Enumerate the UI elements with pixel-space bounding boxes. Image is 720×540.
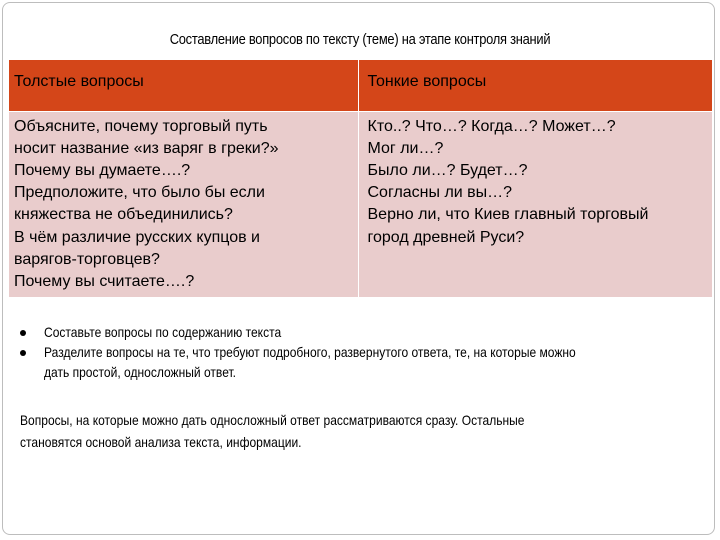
table-row [9,111,712,297]
thin-questions-cell [358,111,712,297]
thick-question-line: Объясните, почему торговый путь [14,117,268,135]
thick-question-line: носит название «из варяг в греки?» [14,139,279,157]
thick-question-line: княжества не объединились? [14,206,233,224]
list-item [20,322,710,342]
thin-question-line: Было ли…? Будет…? [367,161,528,179]
paragraph-line: Вопросы, на которые можно дать односложный ответ рассматриваются сразу. Остальные [20,412,525,428]
instruction-list [20,322,710,382]
thick-questions-cell [9,111,358,297]
thin-question-line: город древней Руси? [367,228,525,246]
instruction-text: Составьте вопросы по содержанию текста [44,324,282,340]
thick-question-line: Почему вы думаете….? [14,161,191,179]
page-title: Составление вопросов по тексту (теме) на этапе контроля знаний [169,31,551,48]
table-header-row [9,60,712,111]
thick-question-line: Предположите, что было бы если [14,184,265,202]
header-thick-questions: Толстые вопросы [9,60,358,111]
thin-question-line: Верно ли, что Киев главный торговый [367,206,649,224]
questions-table [9,60,712,297]
instruction-text: дать простой, односложный ответ. [44,364,237,380]
summary-paragraph [20,409,710,453]
thin-question-line: Кто..? Что…? Когда…? Может…? [367,117,616,135]
thick-question-line: В чём различие русских купцов и [14,228,260,246]
instruction-text: Разделите вопросы на те, что требуют подробного, развернутого ответа, те, на которые можно [44,344,576,360]
bullet-icon [20,330,26,336]
thin-question-line: Согласны ли вы…? [367,184,513,202]
list-item [20,342,710,382]
thick-question-line: Почему вы считаете….? [14,272,195,290]
bullet-icon [20,350,26,356]
thick-question-line: варягов-торговцев? [14,250,160,268]
header-thin-questions: Тонкие вопросы [358,60,712,111]
paragraph-line: становятся основой анализа текста, информации. [20,434,302,450]
thin-question-line: Мог ли…? [367,139,444,157]
